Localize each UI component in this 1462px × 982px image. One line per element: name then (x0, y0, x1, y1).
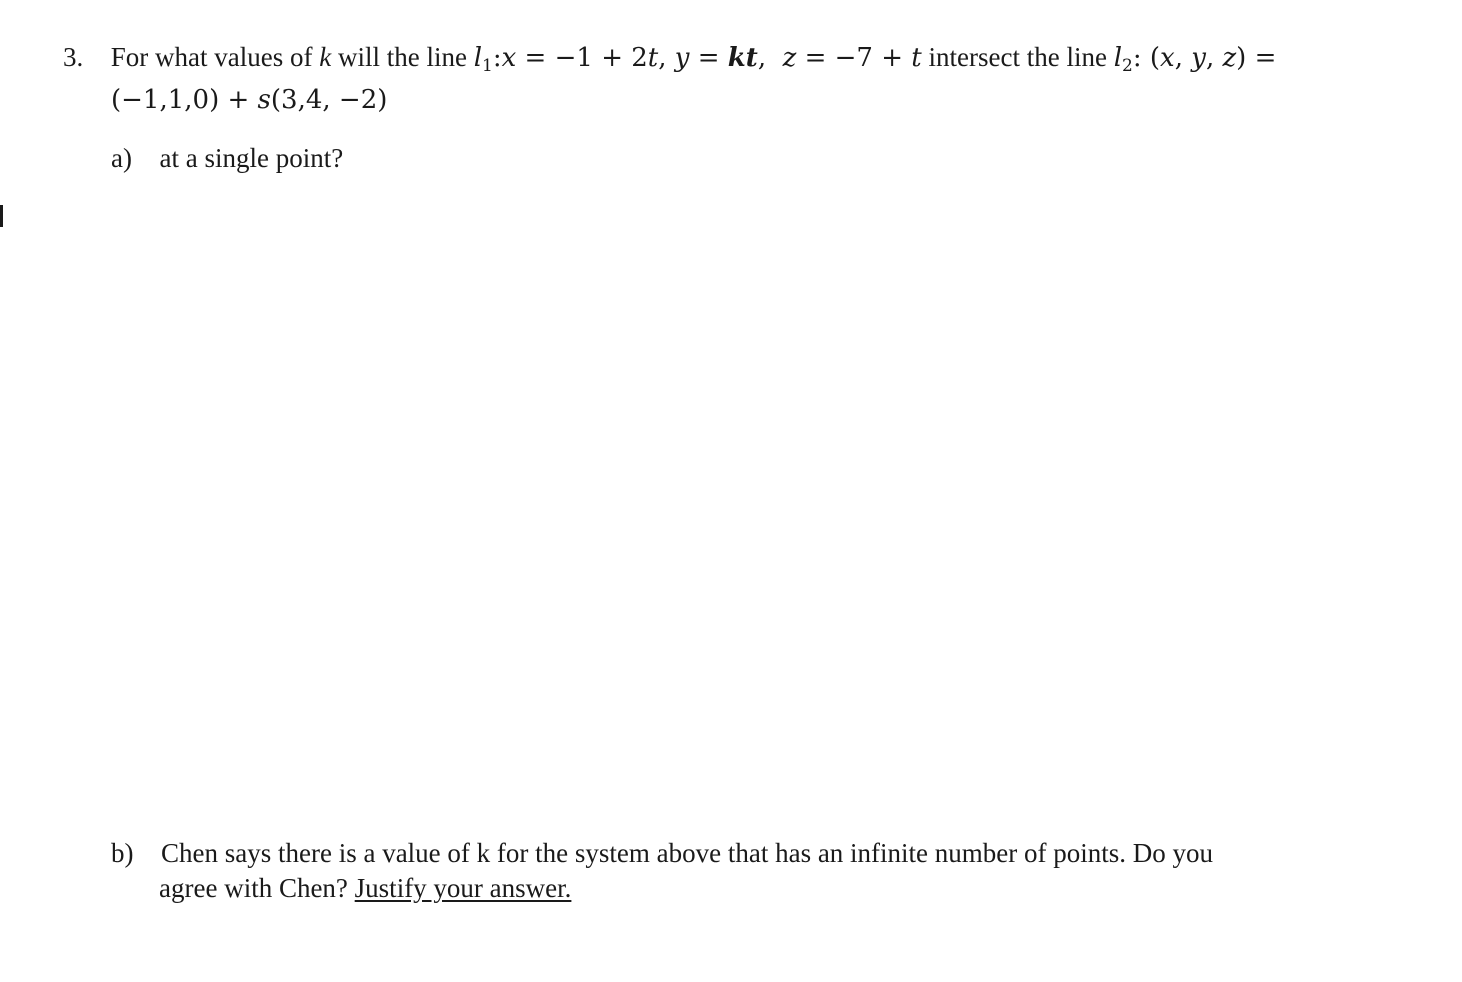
question-line-2 (111, 83, 387, 117)
question-number: 3. (63, 42, 84, 72)
part-b-text-2: agree with Chen? (159, 873, 355, 903)
question-intro: For what values of (110, 42, 313, 72)
part-b-line-1 (111, 836, 1213, 870)
line-l1-equation: $l_1:x = -1 + 2t$, y = kt, z = −7 + t (473, 43, 922, 76)
will-the-line-text: will the line (337, 42, 467, 72)
intersect-text: intersect the line (928, 42, 1107, 72)
text-cursor-mark (0, 205, 3, 227)
l2-parameter-s: s (257, 85, 271, 115)
part-a (111, 141, 343, 175)
l2-direction: (3,4, −2) (270, 85, 388, 115)
line-l2-equation: $l_2$: (x, y, z) = (1113, 43, 1277, 76)
part-b-text-1: Chen says there is a value of k for the system above that has an infinite number of points. Do you (161, 838, 1214, 868)
part-b-line-2 (159, 871, 571, 905)
variable-k: k (319, 42, 332, 72)
part-b-label: b) (111, 838, 134, 868)
justify-answer-text: Justify your answer. (354, 873, 572, 903)
part-a-label: a) (111, 143, 132, 173)
part-a-text: at a single point? (159, 143, 344, 173)
question-line-1 (63, 40, 1276, 75)
l2-point: (−1,1,0) + (111, 85, 258, 115)
